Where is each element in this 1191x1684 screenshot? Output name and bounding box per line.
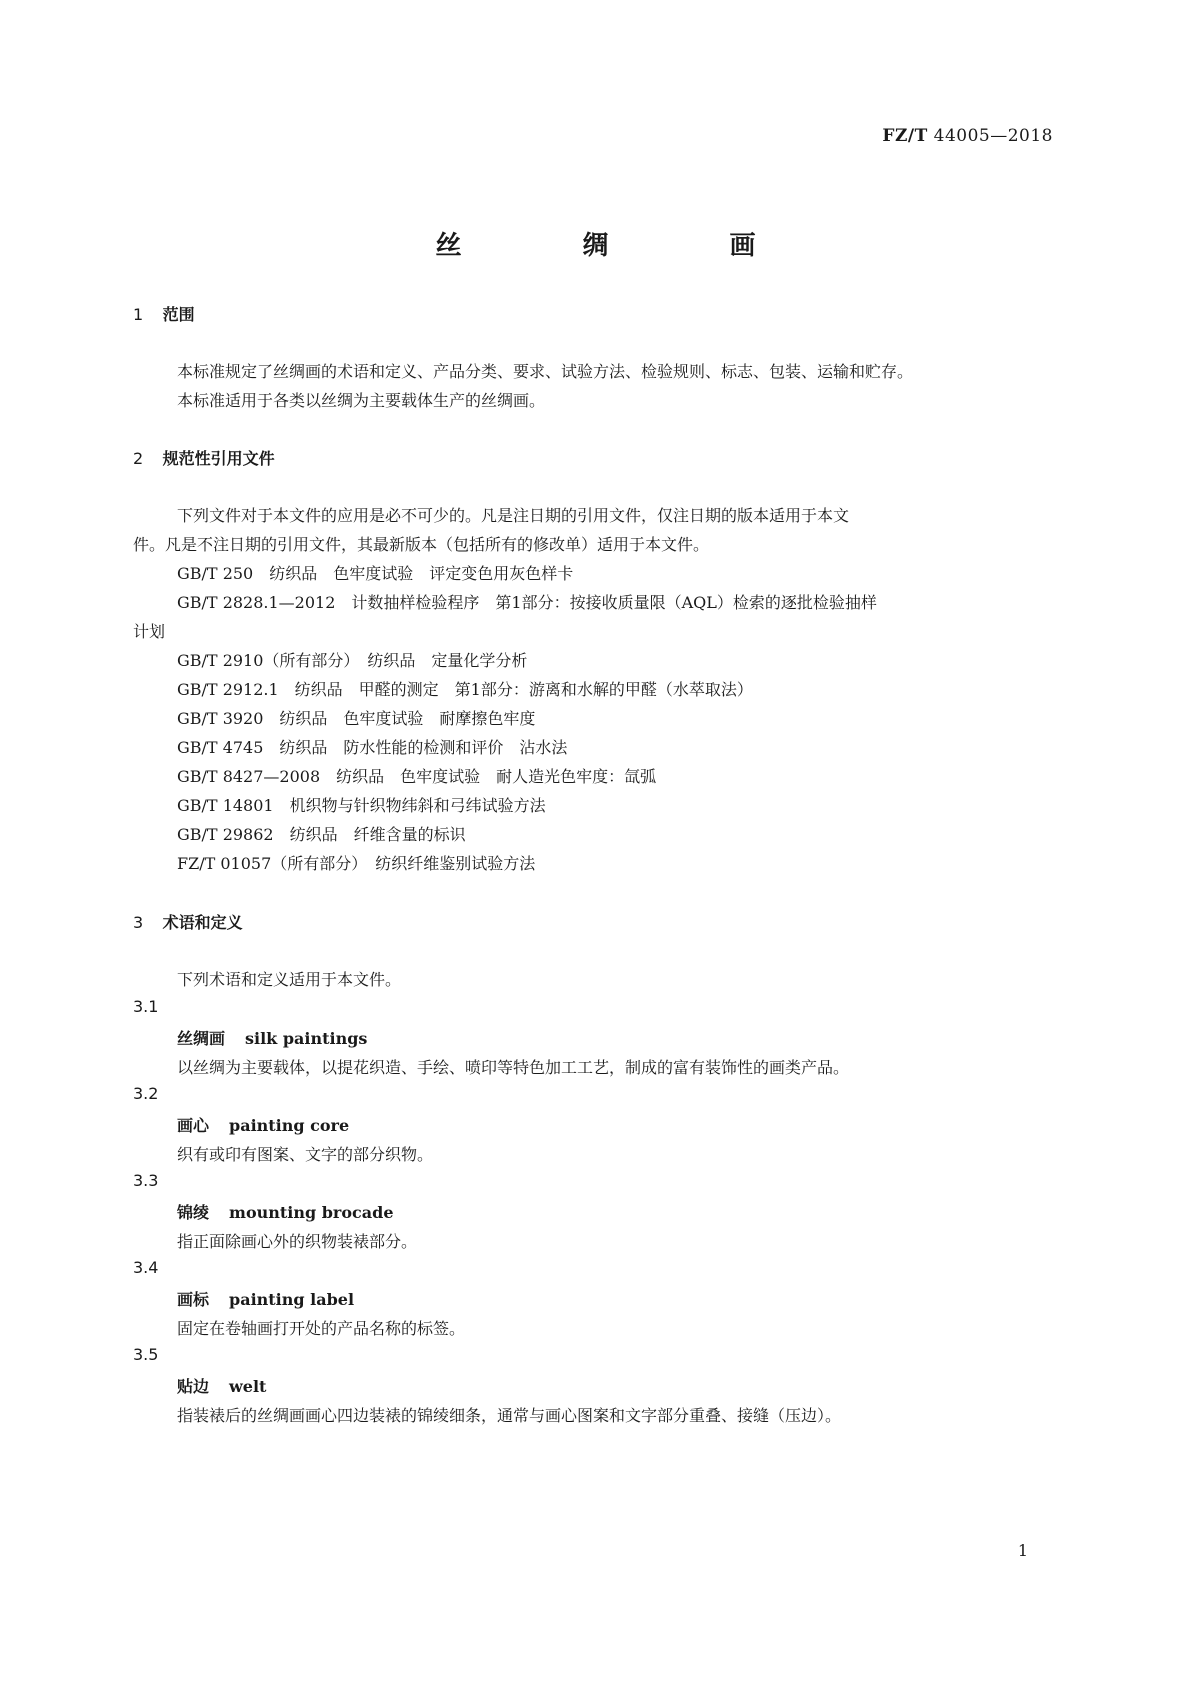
page-number: 1 <box>1017 1541 1028 1560</box>
term-heading <box>177 1200 394 1223</box>
term-number: 3.4 <box>133 1258 159 1277</box>
section-3-heading <box>133 910 243 933</box>
reference-item: GB/T 14801 机织物与针织物纬斜和弓纬试验方法 <box>177 796 546 815</box>
section-title: 规范性引用文件 <box>162 449 275 468</box>
term-number: 3.3 <box>133 1171 159 1190</box>
term-heading <box>177 1374 266 1397</box>
standard-prefix: FZ/T <box>882 126 928 146</box>
reference-item: GB/T 2910（所有部分） 纺织品 定量化学分析 <box>177 651 528 670</box>
standard-code: 44005—2018 <box>933 126 1053 146</box>
term-en: mounting brocade <box>229 1203 394 1222</box>
term-definition: 指装裱后的丝绸画画心四边装裱的锦绫细条，通常与画心图案和文字部分重叠、接缝（压边）。 <box>177 1406 842 1425</box>
term-zh: 锦绫 <box>177 1203 210 1222</box>
section-3-intro: 下列术语和定义适用于本文件。 <box>177 970 402 989</box>
section-1-heading <box>133 302 195 325</box>
section-1-paragraph-1: 本标准规定了丝绸画的术语和定义、产品分类、要求、试验方法、检验规则、标志、包装、运输和贮存。 <box>177 362 914 381</box>
term-en: painting core <box>229 1116 350 1135</box>
term-zh: 贴边 <box>177 1377 210 1396</box>
term-definition: 织有或印有图案、文字的部分织物。 <box>177 1145 434 1164</box>
reference-item: GB/T 2912.1 纺织品 甲醛的测定 第1部分：游离和水解的甲醛（水萃取法） <box>177 680 753 699</box>
section-number: 3 <box>133 913 144 932</box>
document-title: 丝 绸 画 <box>435 231 812 261</box>
reference-item-continuation: 计划 <box>133 622 166 641</box>
term-en: welt <box>229 1377 267 1396</box>
term-heading <box>177 1026 367 1049</box>
term-en: painting label <box>229 1290 355 1309</box>
term-zh: 画标 <box>177 1290 210 1309</box>
term-definition: 固定在卷轴画打开处的产品名称的标签。 <box>177 1319 466 1338</box>
reference-item: GB/T 2828.1—2012 计数抽样检验程序 第1部分：按接收质量限（AQL）检索的逐批检验抽样 <box>177 593 877 612</box>
term-zh: 丝绸画 <box>177 1029 226 1048</box>
reference-item: GB/T 3920 纺织品 色牢度试验 耐摩擦色牢度 <box>177 709 536 728</box>
section-1-paragraph-2: 本标准适用于各类以丝绸为主要载体生产的丝绸画。 <box>177 391 546 410</box>
section-number: 2 <box>133 449 144 468</box>
term-heading <box>177 1113 349 1136</box>
term-definition: 以丝绸为主要载体，以提花织造、手绘、喷印等特色加工工艺，制成的富有装饰性的画类产品。 <box>177 1058 850 1077</box>
section-2-intro-line-2: 件。凡是不注日期的引用文件，其最新版本（包括所有的修改单）适用于本文件。 <box>133 535 710 554</box>
section-2-intro-line-1: 下列文件对于本文件的应用是必不可少的。凡是注日期的引用文件，仅注日期的版本适用于本文 <box>177 506 850 525</box>
term-zh: 画心 <box>177 1116 210 1135</box>
section-number: 1 <box>133 305 144 324</box>
term-heading <box>177 1287 354 1310</box>
section-title: 术语和定义 <box>162 913 243 932</box>
reference-item: GB/T 8427—2008 纺织品 色牢度试验 耐人造光色牢度：氙弧 <box>177 767 657 786</box>
reference-item: GB/T 29862 纺织品 纤维含量的标识 <box>177 825 466 844</box>
section-2-heading <box>133 446 275 469</box>
term-number: 3.5 <box>133 1345 159 1364</box>
term-number: 3.2 <box>133 1084 159 1103</box>
reference-item: GB/T 250 纺织品 色牢度试验 评定变色用灰色样卡 <box>177 564 574 583</box>
term-number: 3.1 <box>133 997 159 1016</box>
term-definition: 指正面除画心外的织物装裱部分。 <box>177 1232 418 1251</box>
reference-item: GB/T 4745 纺织品 防水性能的检测和评价 沾水法 <box>177 738 568 757</box>
standard-number <box>882 126 1053 146</box>
term-en: silk paintings <box>245 1029 368 1048</box>
reference-item: FZ/T 01057（所有部分） 纺织纤维鉴别试验方法 <box>177 854 536 873</box>
section-title: 范围 <box>162 305 195 324</box>
